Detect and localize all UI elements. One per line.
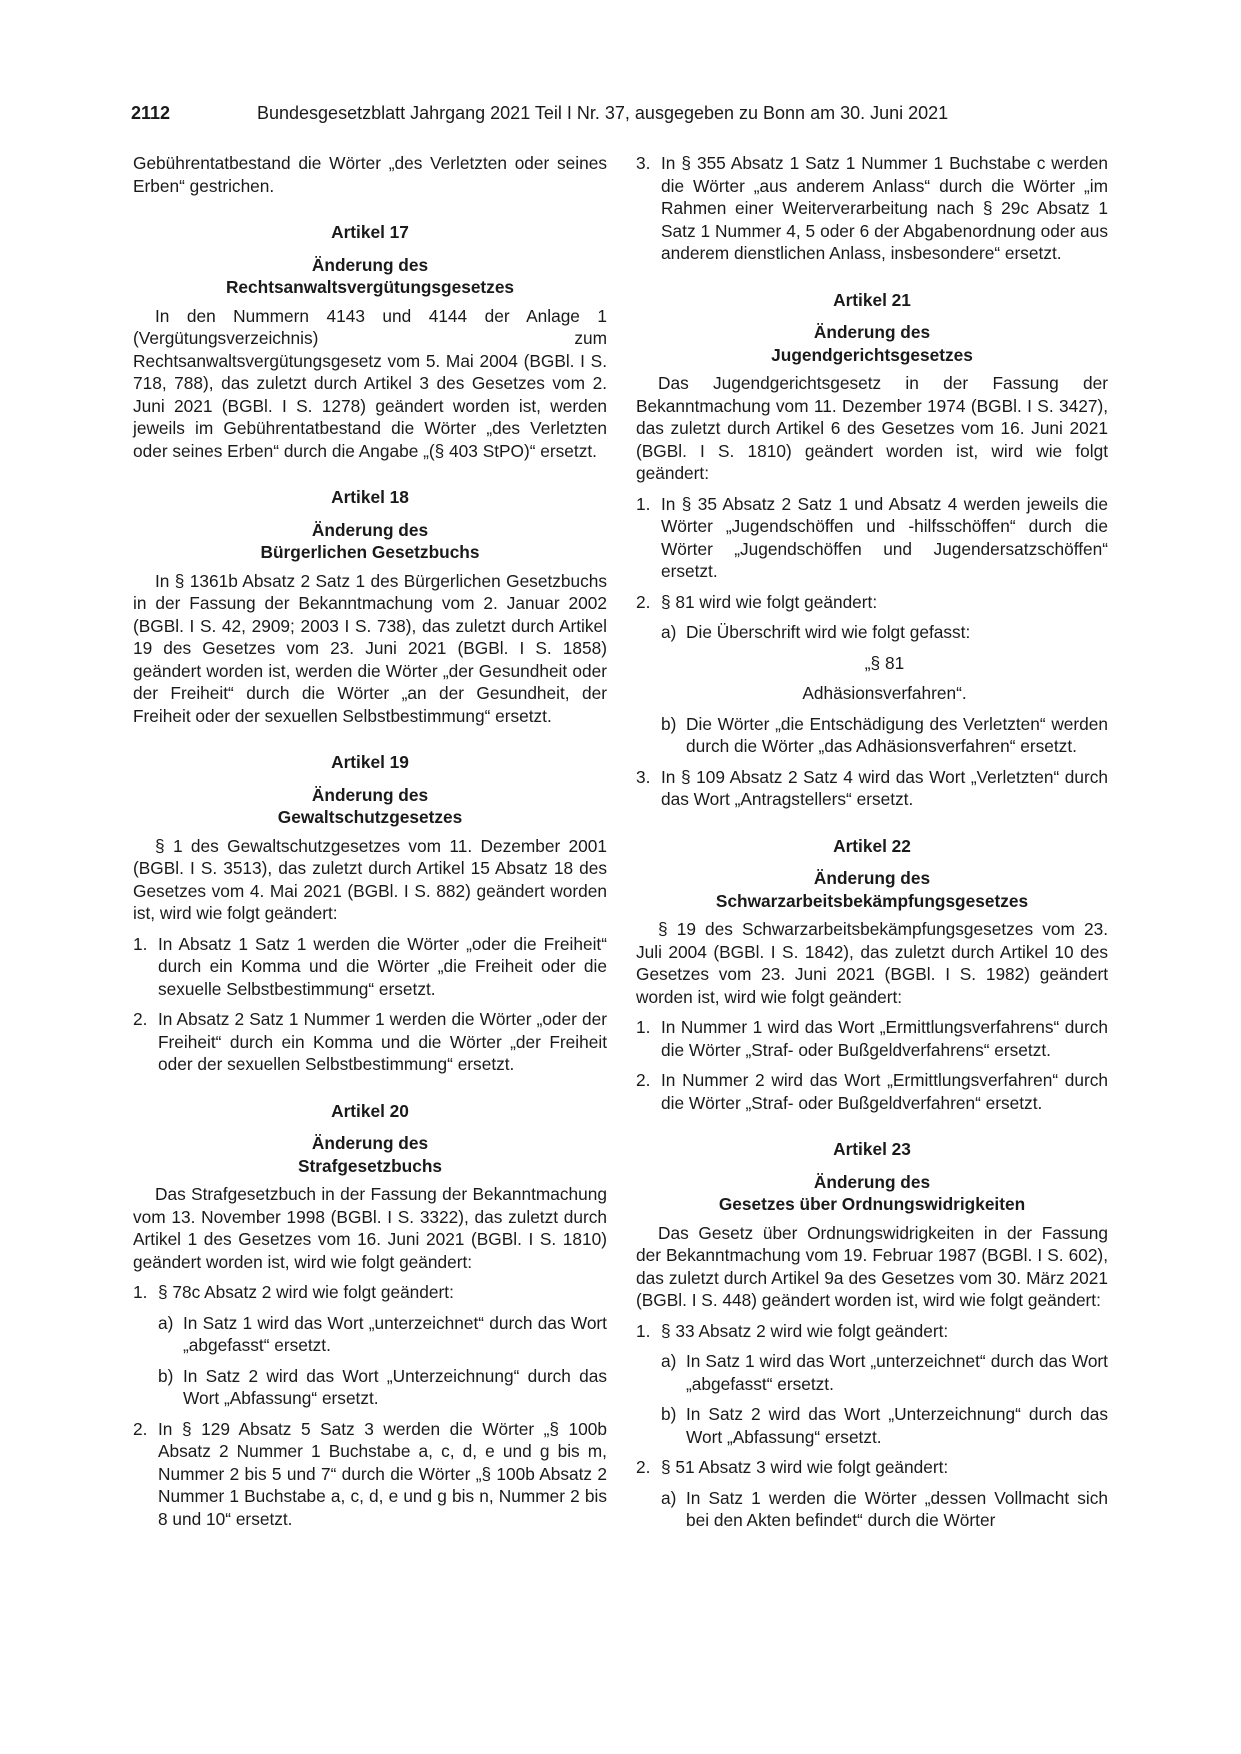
article-19 xyxy=(133,751,607,1076)
sub-item-letter: b) xyxy=(661,1404,677,1424)
sub-item-text: In Satz 1 wird das Wort „unterzeichnet“ durch das Wort „abgefasst“ ersetzt. xyxy=(686,1351,1108,1394)
item-text: In § 355 Absatz 1 Satz 1 Nummer 1 Buchstabe c werden die Wörter „aus anderem Anlass“ durch die Wörter „im Rahmen einer Weiterverarbeitung nach § 29c Absatz 1 Satz 1 Nummer 4, 5 oder 6 der Abgabenordnung oder aus anderem dienstlichen Anlass, insbesondere“ ersetzt. xyxy=(661,153,1108,263)
list-item xyxy=(636,1456,1108,1479)
item-number: 1. xyxy=(636,1017,651,1037)
sub-item-text: In Satz 1 wird das Wort „unterzeichnet“ durch das Wort „abgefasst“ ersetzt. xyxy=(183,1312,607,1355)
right-column xyxy=(636,152,1108,1532)
article-title xyxy=(133,519,607,564)
article-title-line: Strafgesetzbuchs xyxy=(297,1155,443,1176)
item-number: 2. xyxy=(636,1070,651,1090)
paragraph: In den Nummern 4143 und 4144 der Anlage 1 (Vergütungsverzeichnis) zum Rechtsanwaltsvergütungsgesetz vom 5. Mai 2004 (BGBl. I S. 718, 788), das zuletzt durch Artikel 3 des Gesetzes vom 2. Juni 2021 (BGBl. I S. 1278) geändert worden ist, werden jeweils im Gebührentatbestand die Wörter „des Verletzten oder seines Erben“ durch die Angabe „(§ 403 StPO)“ ersetzt. xyxy=(133,305,607,461)
article-number: Artikel 17 xyxy=(331,222,409,242)
article-number: Artikel 20 xyxy=(331,1100,409,1121)
sub-item xyxy=(636,713,1108,758)
paragraph: In § 1361b Absatz 2 Satz 1 des Bürgerlichen Gesetzbuchs in der Fassung der Bekanntmachung vom 2. Januar 2002 (BGBl. I S. 42, 2909; 2003 I S. 738), das zuletzt durch Artikel 19 des Gesetzes vom 23. Juni 2021 (BGBl. I S. 1858) geändert worden ist, werden die Wörter „der Gesundheit oder der Freiheit“ durch die Wörter „an der Gesundheit, der Freiheit oder der sexuellen Selbstbestimmung“ ersetzt. xyxy=(133,570,607,726)
item-text: In § 35 Absatz 2 Satz 1 und Absatz 4 werden jeweils die Wörter „Jugendschöffen und -hilfsschöffen“ durch die Wörter „Jugendschöffen und Jugendersatzschöffen“ ersetzt. xyxy=(661,493,1108,581)
sub-item xyxy=(133,1365,607,1410)
article-22 xyxy=(636,835,1108,1115)
page-header xyxy=(131,100,1111,126)
article-title-line: Gewaltschutzgesetzes xyxy=(277,807,463,827)
sub-item-text: In Satz 1 werden die Wörter „dessen Vollmacht sich bei den Akten befindet“ durch die Wörter xyxy=(686,1487,1108,1530)
left-column xyxy=(133,152,607,1530)
list-item xyxy=(133,1281,607,1304)
paragraph: Das Strafgesetzbuch in der Fassung der Bekanntmachung vom 13. November 1998 (BGBl. I S. 3322), das zuletzt durch Artikel 1 des Gesetzes vom 16. Juni 2021 (BGBl. I S. 1810) geändert worden ist, wird wie folgt geändert: xyxy=(133,1184,607,1272)
page-number: 2112 xyxy=(131,103,171,123)
sub-item xyxy=(636,1487,1108,1532)
article-number: Artikel 22 xyxy=(833,835,911,856)
list-item xyxy=(636,493,1108,583)
article-title-line: Änderung des xyxy=(311,784,429,805)
list-item xyxy=(133,1418,607,1531)
item-text: § 51 Absatz 3 wird wie folgt geändert: xyxy=(661,1457,949,1477)
article-title-line: Änderung des xyxy=(813,322,931,342)
article-title-line: Änderung des xyxy=(311,519,429,540)
item-text: § 33 Absatz 2 wird wie folgt geändert: xyxy=(661,1320,949,1341)
sub-item xyxy=(133,1312,607,1357)
sub-item-letter: a) xyxy=(661,1487,677,1508)
sub-item xyxy=(636,1403,1108,1448)
article-number: Artikel 23 xyxy=(833,1139,911,1159)
article-title xyxy=(636,321,1108,366)
article-23 xyxy=(636,1138,1108,1532)
list-item xyxy=(636,1320,1108,1343)
item-text: In Absatz 2 Satz 1 Nummer 1 werden die Wörter „oder der Freiheit“ durch ein Komma und die Wörter „der Freiheit oder der sexuellen Selbstbestimmung“ ersetzt. xyxy=(158,1009,607,1074)
paragraph: Das Gesetz über Ordnungswidrigkeiten in der Fassung der Bekanntmachung vom 19. Februar 1987 (BGBl. I S. 602), das zuletzt durch Artikel 9a des Gesetzes vom 30. März 2021 (BGBl. I S. 448) geändert worden ist, wird wie folgt geändert: xyxy=(636,1222,1108,1310)
item-text: § 81 wird wie folgt geändert: xyxy=(661,591,878,612)
item-number: 1. xyxy=(636,493,651,514)
article-title-line: Änderung des xyxy=(813,1171,931,1192)
item-number: 2. xyxy=(133,1418,148,1439)
article-title-line: Änderung des xyxy=(813,868,931,888)
list-item xyxy=(133,1008,607,1076)
article-title-line: Jugendgerichtsgesetzes xyxy=(771,344,973,365)
item-number: 1. xyxy=(133,933,148,954)
paragraph: § 19 des Schwarzarbeitsbekämpfungsgesetzes vom 23. Juli 2004 (BGBl. I S. 1842), das zuletzt durch Artikel 10 des Gesetzes vom 23. Juni 2021 (BGBl. I S. 1982) geändert worden ist, wird wie folgt geändert: xyxy=(636,919,1108,1007)
article-title xyxy=(636,867,1108,912)
article-title-line: Schwarzarbeitsbekämpfungsgesetzes xyxy=(715,890,1029,911)
item-number: 3. xyxy=(636,766,651,787)
item-text: In Nummer 1 wird das Wort „Ermittlungsverfahrens“ durch die Wörter „Straf- oder Bußgeldverfahrens“ ersetzt. xyxy=(661,1017,1108,1060)
item-text: In Nummer 2 wird das Wort „Ermittlungsverfahren“ durch die Wörter „Straf- oder Bußgeldverfahren“ ersetzt. xyxy=(661,1070,1108,1113)
sub-item-text: In Satz 2 wird das Wort „Unterzeichnung“ durch das Wort „Abfassung“ ersetzt. xyxy=(686,1404,1108,1447)
sub-item-text: In Satz 2 wird das Wort „Unterzeichnung“ durch das Wort „Abfassung“ ersetzt. xyxy=(183,1365,607,1408)
list-item xyxy=(636,152,1108,265)
item-number: 2. xyxy=(133,1009,148,1029)
sub-item-letter: a) xyxy=(158,1312,174,1333)
article-20 xyxy=(133,1100,607,1531)
item-text: In § 129 Absatz 5 Satz 3 werden die Wörter „§ 100b Absatz 2 Nummer 1 Buchstabe a, c, d, e und g bis m, Nummer 2 bis 5 und 7“ durch die Wörter „§ 100b Absatz 2 Nummer 1 Buchstabe a, c, d, e und g bis n, Nummer 2 bis 8 und 10“ ersetzt. xyxy=(158,1418,607,1529)
article-17 xyxy=(133,221,607,462)
item-number: 2. xyxy=(636,1457,651,1477)
sub-item xyxy=(636,621,1108,644)
list-item xyxy=(636,591,1108,614)
sub-item-letter: a) xyxy=(661,622,677,642)
item-text: In Absatz 1 Satz 1 werden die Wörter „oder die Freiheit“ durch ein Komma und die Wörter „die Freiheit oder die sexuelle Selbstbestimmung“ ersetzt. xyxy=(158,933,607,999)
item-text: In § 109 Absatz 2 Satz 4 wird das Wort „Verletzten“ durch das Wort „Antragstellers“ ersetzt. xyxy=(661,766,1108,809)
article-title-line: Bürgerlichen Gesetzbuchs xyxy=(260,542,480,562)
item-number: 3. xyxy=(636,153,651,173)
centered-heading: Adhäsionsverfahren“. xyxy=(802,683,967,703)
article-number: Artikel 19 xyxy=(331,752,409,772)
item-text: § 78c Absatz 2 wird wie folgt geändert: xyxy=(158,1282,454,1302)
sub-item-letter: b) xyxy=(158,1365,174,1386)
article-number: Artikel 18 xyxy=(331,487,409,507)
article-title-line: Gesetzes über Ordnungswidrigkeiten xyxy=(718,1194,1026,1214)
item-number: 2. xyxy=(636,591,651,612)
header-title: Bundesgesetzblatt Jahrgang 2021 Teil I Nr. 37, ausgegeben zu Bonn am 30. Juni 2021 xyxy=(257,103,949,123)
list-item xyxy=(133,933,607,1001)
article-18 xyxy=(133,486,607,727)
paragraph: § 1 des Gewaltschutzgesetzes vom 11. Dezember 2001 (BGBl. I S. 3513), das zuletzt durch Artikel 15 Absatz 18 des Gesetzes vom 4. Mai 2021 (BGBl. I S. 882) geändert worden ist, wird wie folgt geändert: xyxy=(133,835,607,923)
paragraph: Das Jugendgerichtsgesetz in der Fassung der Bekanntmachung vom 11. Dezember 1974 (BGBl. I S. 3427), das zuletzt durch Artikel 6 des Gesetzes vom 16. Juni 2021 (BGBl. I S. 1810) geändert worden ist, wird wie folgt geändert: xyxy=(636,373,1108,483)
article-title-line: Rechtsanwaltsvergütungsgesetzes xyxy=(225,277,515,297)
item-number: 1. xyxy=(133,1282,148,1302)
article-title xyxy=(636,1171,1108,1216)
centered-heading: „§ 81 xyxy=(864,652,905,673)
article-title-line: Änderung des xyxy=(311,1133,429,1153)
sub-item-letter: b) xyxy=(661,713,677,734)
article-21 xyxy=(636,289,1108,811)
item-number: 1. xyxy=(636,1320,651,1341)
article-number: Artikel 21 xyxy=(833,289,911,310)
sub-item xyxy=(636,1350,1108,1395)
sub-item-text: Die Überschrift wird wie folgt gefasst: xyxy=(686,622,971,642)
paragraph: Gebührentatbestand die Wörter „des Verletzten oder seines Erben“ gestrichen. xyxy=(133,153,607,196)
article-title xyxy=(133,784,607,829)
list-item xyxy=(636,1069,1108,1114)
list-item xyxy=(636,1016,1108,1061)
sub-item-text: Die Wörter „die Entschädigung des Verletzten“ werden durch die Wörter „das Adhäsionsverfahren“ ersetzt. xyxy=(686,713,1108,756)
article-title-line: Änderung des xyxy=(311,254,429,275)
article-title xyxy=(133,254,607,299)
list-item xyxy=(636,766,1108,811)
article-title xyxy=(133,1132,607,1177)
sub-item-letter: a) xyxy=(661,1351,677,1371)
